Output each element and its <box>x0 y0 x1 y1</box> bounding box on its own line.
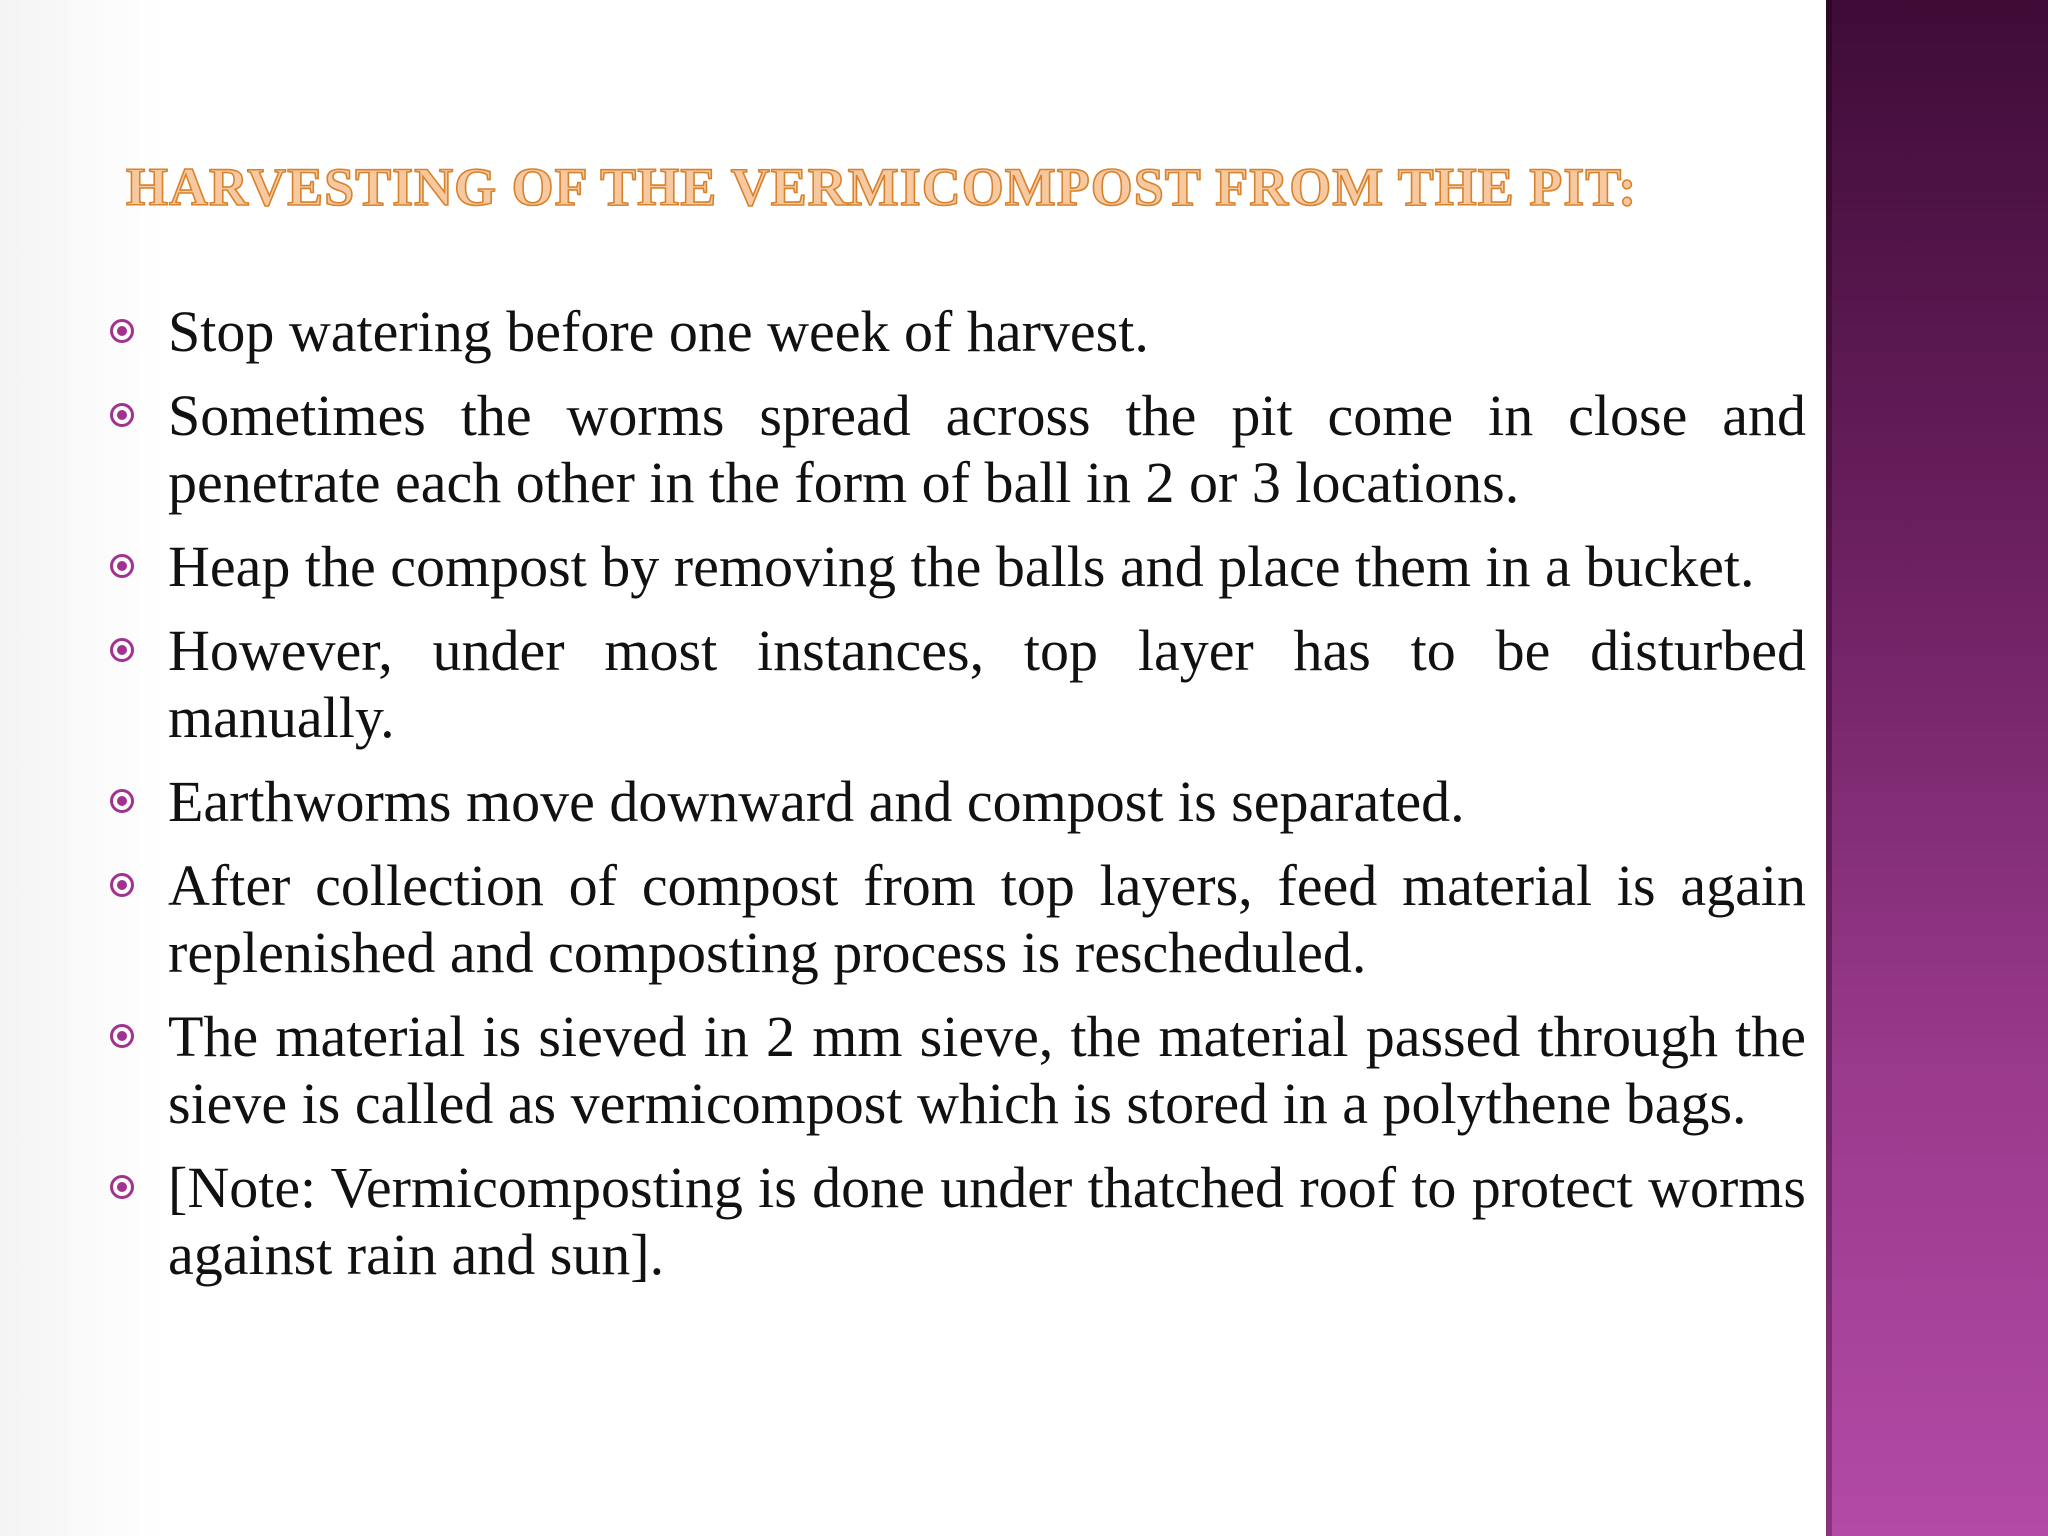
circle-dot-bullet-icon <box>110 638 134 662</box>
bullet-text: Heap the compost by removing the balls and place them in a bucket. <box>168 534 1755 599</box>
bullet-text: [Note: Vermicomposting is done under thatched roof to protect worms against rain and sun]. <box>168 1155 1806 1287</box>
bullet-item <box>100 1154 1806 1288</box>
bullet-item <box>100 298 1806 365</box>
bullet-list <box>100 298 1806 1305</box>
circle-dot-bullet-icon <box>110 403 134 427</box>
bullet-item <box>100 533 1806 600</box>
bullet-text: After collection of compost from top layers, feed material is again replenished and composting process is rescheduled. <box>168 853 1806 985</box>
circle-dot-bullet-icon <box>110 1024 134 1048</box>
bullet-text: Stop watering before one week of harvest. <box>168 299 1149 364</box>
circle-dot-bullet-icon <box>110 789 134 813</box>
slide-title: HARVESTING OF THE VERMICOMPOST FROM THE PIT: <box>126 157 1638 217</box>
bullet-item <box>100 1003 1806 1137</box>
bullet-item <box>100 382 1806 516</box>
bullet-item <box>100 617 1806 751</box>
bullet-text: The material is sieved in 2 mm sieve, the material passed through the sieve is called as vermicompost which is stored in a polythene bags. <box>168 1004 1806 1136</box>
circle-dot-bullet-icon <box>110 554 134 578</box>
bullet-text: Sometimes the worms spread across the pit come in close and penetrate each other in the form of ball in 2 or 3 locations. <box>168 383 1806 515</box>
bullet-text: Earthworms move downward and compost is separated. <box>168 769 1465 834</box>
bullet-text: However, under most instances, top layer has to be disturbed manually. <box>168 618 1806 750</box>
side-decorative-band <box>1826 0 2048 1536</box>
bullet-item <box>100 852 1806 986</box>
bullet-item <box>100 768 1806 835</box>
circle-dot-bullet-icon <box>110 319 134 343</box>
circle-dot-bullet-icon <box>110 1175 134 1199</box>
circle-dot-bullet-icon <box>110 873 134 897</box>
